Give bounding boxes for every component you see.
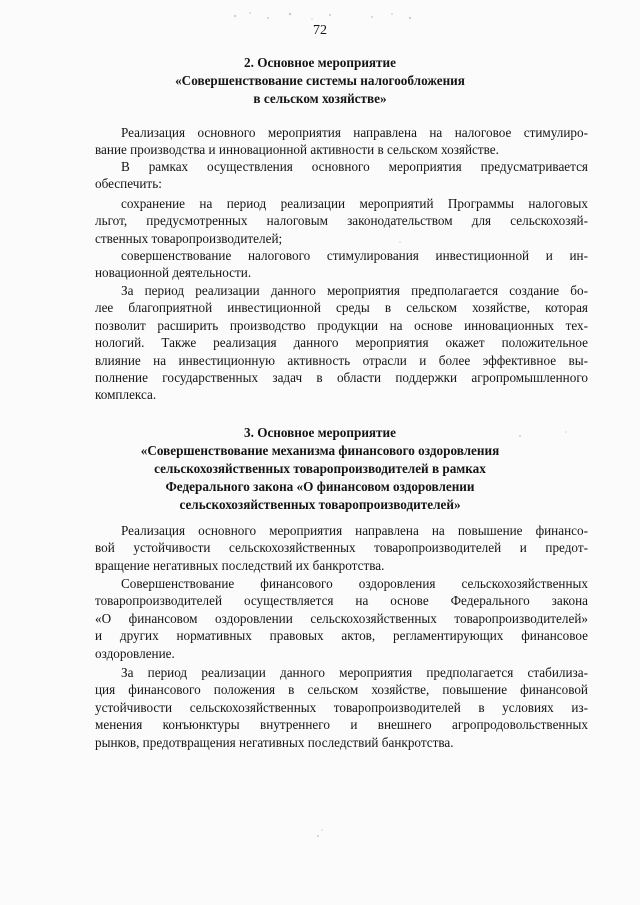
section-3-title-line: 3. Основное мероприятие	[244, 425, 396, 440]
text-line: товаропроизводителей осуществляется на основе Федерального закона	[95, 593, 588, 609]
section-3-paragraph	[95, 664, 588, 751]
section-2-paragraph	[95, 282, 588, 404]
section-2-paragraph	[95, 247, 588, 282]
text-line: За период реализации данного мероприятия предполагается создание бо-	[121, 283, 588, 298]
text-line: совершенствование налогового стимулирования инвестиционной и ин-	[121, 248, 588, 263]
section-3-title-line: сельскохозяйственных товаропроизводителей»	[179, 497, 461, 512]
section-2-title	[60, 54, 580, 108]
text-line: комплекса.	[95, 387, 157, 403]
text-line: За период реализации данного мероприятия предполагается стабилиза-	[121, 665, 588, 680]
section-3-title-line: Федерального закона «О финансовом оздоровлении	[165, 479, 475, 494]
text-line: новационной деятельности.	[95, 265, 252, 281]
section-2-paragraph	[95, 195, 588, 247]
text-line: В рамках осуществления основного мероприятия предусматривается	[121, 159, 588, 174]
text-line: оздоровление.	[95, 645, 175, 661]
section-3-title-line: сельскохозяйственных товаропроизводителей в рамках	[154, 461, 486, 476]
text-line: вой устойчивости сельскохозяйственных товаропроизводителей и предот-	[95, 540, 588, 556]
text-line: нологий. Также реализация данного мероприятия окажет положительное	[95, 335, 588, 351]
text-line: сохранение на период реализации мероприятий Программы налоговых	[121, 196, 588, 211]
section-3-title	[60, 424, 580, 514]
text-line: Реализация основного мероприятия направлена на повышение финансо-	[121, 523, 588, 538]
text-line: устойчивости сельскохозяйственных товаропроизводителей в условиях из-	[95, 699, 588, 715]
section-2-title-line: «Совершенствование системы налогообложения	[175, 73, 465, 88]
text-line: Совершенствование финансового оздоровления сельскохозяйственных	[121, 576, 588, 591]
text-line: рынков, предотвращения негативных последствий банкротства.	[95, 734, 454, 750]
text-line: льгот, предусмотренных налоговым законодательством для сельскохозяй-	[95, 213, 588, 229]
text-line: и других нормативных правовых актов, регламентирующих финансовое	[95, 628, 588, 644]
text-line: Реализация основного мероприятия направлена на налоговое стимулиро-	[121, 125, 588, 140]
page-number: 72	[313, 23, 327, 38]
text-line: ция финансового положения в сельском хозяйстве, повышение финансовой	[95, 682, 588, 698]
text-line: позволит расширить производство продукции на основе инновационных тех-	[95, 317, 588, 333]
text-line: «О финансовом оздоровлении сельскохозяйственных товаропроизводителей»	[95, 610, 588, 626]
text-line: вращение негативных последствий их банкротства.	[95, 557, 385, 573]
text-line: влияние на инвестиционную активность отрасли и более эффективное вы-	[95, 352, 588, 368]
section-2-title-line: в сельском хозяйстве»	[253, 91, 387, 106]
section-3-title-line: «Совершенствование механизма финансового оздоровления	[140, 443, 500, 458]
section-3-paragraph	[95, 575, 588, 662]
text-line: ственных товаропроизводителей;	[95, 230, 283, 246]
text-line: лее благоприятной инвестиционной среды в сельском хозяйстве, которая	[95, 300, 588, 316]
section-2-title-line: 2. Основное мероприятие	[244, 55, 396, 70]
section-2-paragraph	[95, 124, 588, 159]
text-line: обеспечить:	[95, 176, 162, 192]
text-line: вание производства и инновационной активности в сельском хозяйстве.	[95, 142, 499, 158]
text-line: менения конъюнктуры внутреннего и внешнего агропродовольственных	[95, 717, 588, 733]
text-line: полнение государственных задач в области поддержки агропромышленного	[95, 370, 588, 386]
section-2-paragraph	[95, 158, 588, 193]
section-3-paragraph	[95, 522, 588, 574]
